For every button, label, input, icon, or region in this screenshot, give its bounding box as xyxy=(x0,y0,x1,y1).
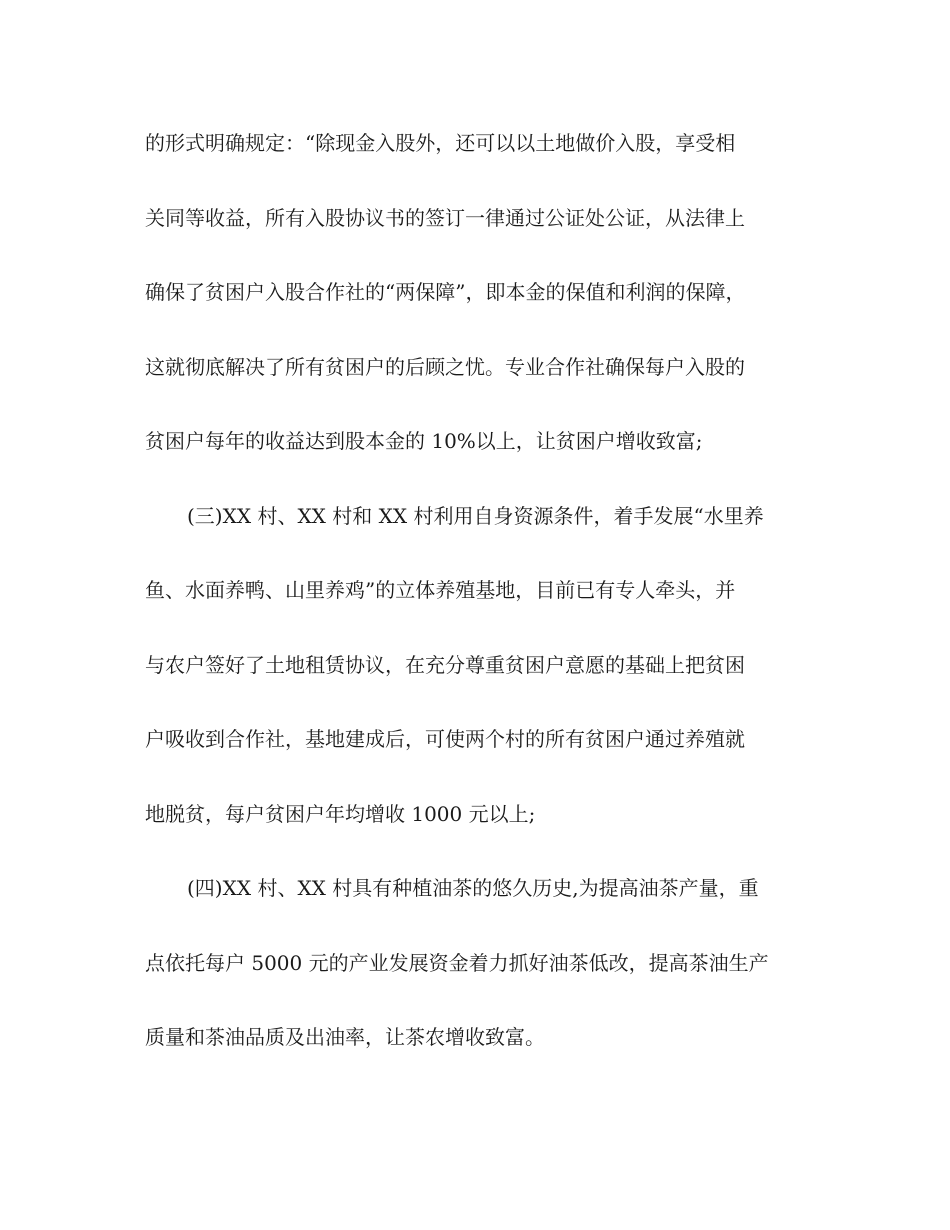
text-line: 地脱贫，每户贫困户年均增收 1000 元以上; xyxy=(145,801,536,826)
paragraph-start-line: (三)XX 村、XX 村和 XX 村利用自身资源条件，着手发展“水里养 xyxy=(187,503,764,528)
text-line: 户吸收到合作社，基地建成后，可使两个村的所有贫困户通过养殖就 xyxy=(145,727,745,751)
text-line: 的形式明确规定：“除现金入股外，还可以以土地做价入股，享受相 xyxy=(145,131,736,155)
body-text xyxy=(145,118,810,1087)
text-line: 与农户签好了土地租赁协议，在充分尊重贫困户意愿的基础上把贫困 xyxy=(145,652,745,677)
text-line: 质量和茶油品质及出油率，让茶农增收致富。 xyxy=(145,1025,545,1049)
text-line: 确保了贫困户入股合作社的“两保障”，即本金的保值和利润的保障， xyxy=(145,280,746,304)
text-line: 这就彻底解决了所有贫困户的后顾之忧。专业合作社确保每户入股的 xyxy=(145,354,745,379)
text-line: 贫困户每年的收益达到股本金的 10%以上，让贫困户增收致富; xyxy=(145,429,703,453)
text-line: 点依托每户 5000 元的产业发展资金着力抓好油茶低改，提高茶油生产 xyxy=(145,950,769,975)
text-line: 关同等收益，所有入股协议书的签订一律通过公证处公证，从法律上 xyxy=(145,205,745,230)
text-line: 鱼、水面养鸭、山里养鸡”的立体养殖基地，目前已有专人牵头，并 xyxy=(145,578,736,602)
paragraph-start-line: (四)XX 村、XX 村具有种植油茶的悠久历史,为提高油茶产量，重 xyxy=(187,876,759,900)
